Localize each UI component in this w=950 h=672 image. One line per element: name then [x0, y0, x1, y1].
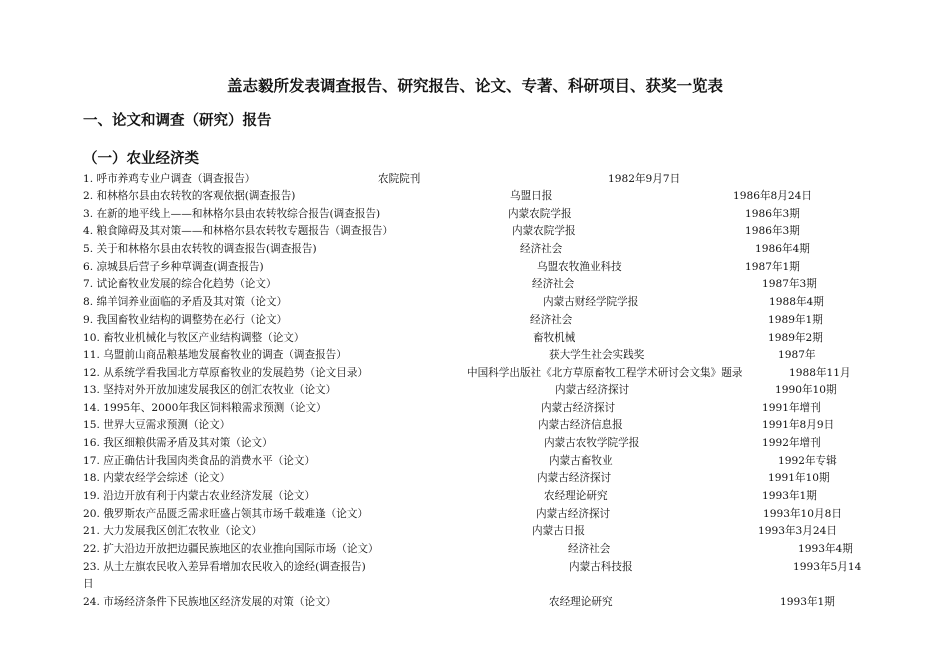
item-date: 1993年10月8日: [763, 508, 842, 520]
list-item: [0, 259, 950, 276]
item-title: 22. 扩大沿边开放把边疆民族地区的农业推向国际市场（论文）: [83, 543, 379, 555]
list-item: [0, 523, 950, 540]
list-item: [0, 470, 950, 487]
item-title: 12. 从系统学看我国北方草原畜牧业的发展趋势（论文目录）: [83, 367, 369, 379]
item-title: 8. 绵羊饲养业面临的矛盾及其对策（论文）: [83, 296, 288, 308]
item-source: 内蒙古经济探讨: [536, 508, 611, 520]
list-item: [0, 488, 950, 505]
item-title: 20. 俄罗斯农产品匮乏需求旺盛占领其市场千载难逢（论文）: [83, 508, 369, 520]
item-title: 4. 粮食障碍及其对策——和林格尔县农转牧专题报告（调查报告）: [83, 225, 394, 237]
item-title: 11. 乌盟前山商品粮基地发展畜牧业的调查（调查报告）: [83, 349, 347, 361]
item-title: 1. 呼市养鸡专业户调查（调查报告）: [83, 173, 256, 185]
item-title: 19. 沿边开放有利于内蒙古农业经济发展（论文）: [83, 490, 316, 502]
item-source: 经济社会: [532, 278, 575, 290]
list-item: [0, 276, 950, 293]
item-date: 1988年11月: [789, 367, 851, 379]
item-source: 经济社会: [530, 314, 573, 326]
list-item: [0, 171, 950, 188]
item-source: 畜牧机械: [533, 332, 576, 344]
list-item: [0, 241, 950, 258]
list-item: [0, 382, 950, 399]
item-date: 1986年4期: [755, 243, 810, 255]
list-item: [0, 188, 950, 205]
item-source: 农经理论研究: [544, 490, 608, 502]
item-date: 1987年1期: [745, 261, 800, 273]
item-date: 1989年1期: [768, 314, 823, 326]
item-date: 1986年8月24日: [733, 190, 812, 202]
item-date: 1993年3月24日: [758, 525, 837, 537]
item-source: 农院院刊: [378, 173, 421, 185]
item-title: 2. 和林格尔县由农转牧的客观依据(调查报告): [83, 190, 296, 202]
item-date: 1992年增刊: [762, 437, 821, 449]
item-date: 1986年3期: [745, 208, 800, 220]
item-source: 内蒙古经济信息报: [538, 419, 623, 431]
item-source: 内蒙古日报: [532, 525, 585, 537]
item-source: 乌盟农牧渔业科技: [537, 261, 622, 273]
item-title: 21. 大力发展我区创汇农牧业（论文）: [83, 525, 263, 537]
item-date: 1991年增刊: [762, 402, 821, 414]
list-item: [0, 206, 950, 223]
item-date: 1987年3期: [762, 278, 817, 290]
item-source: 内蒙古畜牧业: [549, 455, 613, 467]
item-title: 14. 1995年、2000年我区饲料粮需求预测（论文）: [83, 402, 327, 414]
item-source: 内蒙古经济探讨: [537, 472, 612, 484]
list-item: [0, 347, 950, 364]
item-date: 1989年2期: [768, 332, 823, 344]
list-item: [0, 453, 950, 470]
item-title: 23. 从土左旗农民收入差异看增加农民收入的途经(调查报告): [83, 561, 366, 573]
item-date: 1993年5月14: [793, 561, 862, 573]
item-date: 1993年1期: [762, 490, 817, 502]
list-item: [0, 435, 950, 452]
item-source: 内蒙古经济探讨: [555, 384, 630, 396]
item-source: 获大学生社会实践奖: [549, 349, 645, 361]
item-date: 1993年1期: [780, 596, 835, 608]
list-item: [0, 594, 950, 611]
item-source: 经济社会: [520, 243, 563, 255]
item-source: 内蒙古农牧学院学报: [544, 437, 640, 449]
item-title: 3. 在新的地平线上——和林格尔县由农转牧综合报告(调查报告): [83, 208, 381, 220]
item-date: 1988年4期: [769, 296, 824, 308]
list-item: [0, 365, 950, 382]
item-source: 中国科学出版社《北方草原畜牧工程学术研讨会文集》题录: [467, 367, 743, 379]
item-title: 18. 内蒙农经学会综述（论文）: [83, 472, 231, 484]
item-source: 内蒙农院学报: [508, 208, 572, 220]
item-date: 1991年10期: [768, 472, 830, 484]
item-source: 内蒙古财经学院学报: [543, 296, 639, 308]
item-title: 16. 我区细粮供需矛盾及其对策（论文）: [83, 437, 273, 449]
item-source: 内蒙农院学报: [512, 225, 576, 237]
item-source: 内蒙古经济探讨: [541, 402, 616, 414]
item-title: 6. 凉城县后营子乡种草调查(调查报告): [83, 261, 264, 273]
item-date-continuation: 日: [83, 578, 94, 590]
item-date: 1990年10期: [775, 384, 837, 396]
list-item: [0, 417, 950, 434]
item-title: 5. 关于和林格尔县由农转牧的调查报告(调查报告): [83, 243, 317, 255]
item-title: 24. 市场经济条件下民族地区经济发展的对策（论文）: [83, 596, 337, 608]
list-item: [0, 223, 950, 240]
list-item: [0, 294, 950, 311]
item-source: 农经理论研究: [549, 596, 613, 608]
item-source: 内蒙古科技报: [569, 561, 633, 573]
subsection-heading: （一）农业经济类: [83, 151, 199, 167]
item-date: 1986年3期: [745, 225, 800, 237]
item-title: 9. 我国畜牧业结构的调整势在必行（论文）: [83, 314, 288, 326]
item-date: 1987年: [778, 349, 816, 361]
item-date: 1982年9月7日: [608, 173, 681, 185]
item-title: 17. 应正确估计我国肉类食品的消费水平（论文）: [83, 455, 316, 467]
list-item: [0, 330, 950, 347]
item-source: 乌盟日报: [510, 190, 553, 202]
item-title: 10. 畜牧业机械化与牧区产业结构调整（论文）: [83, 332, 305, 344]
item-title: 7. 试论畜牧业发展的综合化趋势（论文）: [83, 278, 277, 290]
section-heading: 一、论文和调查（研究）报告: [83, 113, 272, 129]
list-item: [0, 541, 950, 558]
item-date: 1992年专辑: [778, 455, 837, 467]
list-item: [0, 506, 950, 523]
item-title: 15. 世界大豆需求预测（论文）: [83, 419, 231, 431]
item-date: 1991年8月9日: [762, 419, 835, 431]
list-item: [0, 559, 950, 576]
item-title: 13. 坚持对外开放加速发展我区的创汇农牧业（论文）: [83, 384, 337, 396]
list-item: [0, 312, 950, 329]
item-source: 经济社会: [568, 543, 611, 555]
page-title: 盖志毅所发表调查报告、研究报告、论文、专著、科研项目、获奖一览表: [226, 77, 723, 95]
list-item: [0, 400, 950, 417]
item-date: 1993年4期: [798, 543, 853, 555]
